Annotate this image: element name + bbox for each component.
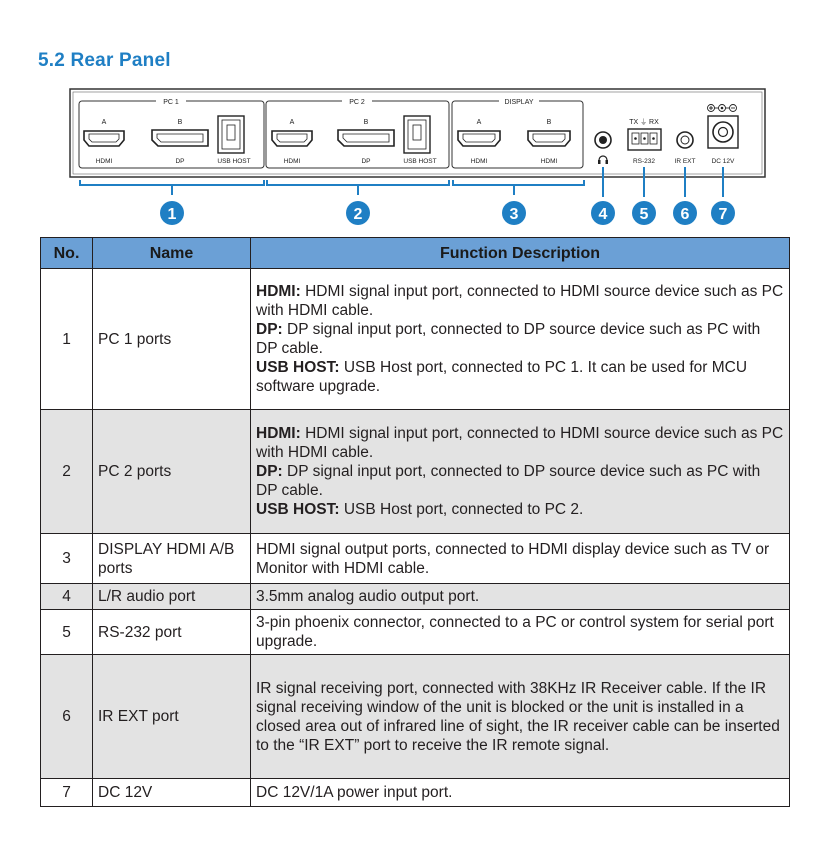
description-segment: [256, 462, 784, 500]
port-name: HDMI: [540, 158, 558, 165]
port-letter-b: B: [363, 119, 369, 126]
port-name-cell: DC 12V: [93, 779, 251, 807]
rs232-pin-label: TX ⏚ RX: [629, 119, 659, 126]
description-segment: [256, 613, 784, 651]
hdmi-port-icon: [528, 131, 570, 146]
group-label-pc2: PC 2: [349, 99, 365, 106]
table-header-row: [41, 238, 790, 269]
group-label-display: DISPLAY: [504, 99, 534, 106]
description-text: HDMI signal output ports, connected to HDMI display device such as TV or Monitor with HDMI cable.: [256, 540, 770, 577]
description-text: 3.5mm analog audio output port.: [256, 588, 480, 605]
description-segment: [256, 282, 784, 320]
description-segment: [256, 358, 784, 396]
row-number: 3: [41, 534, 93, 584]
port-letter-a: A: [289, 119, 295, 126]
row-number: 5: [41, 610, 93, 655]
callout-4: [591, 201, 615, 225]
bracket-1: [80, 180, 264, 195]
port-name-cell: PC 2 ports: [93, 410, 251, 534]
function-description: [251, 610, 790, 655]
rs232-label: RS-232: [632, 158, 656, 165]
port-name: DP: [175, 158, 185, 165]
description-text: DP signal input port, connected to DP source device such as PC with DP cable.: [256, 463, 761, 499]
description-text: USB Host port, connected to PC 2.: [339, 501, 584, 518]
bracket-3: [453, 180, 584, 195]
svg-text:2: 2: [353, 206, 363, 223]
port-name-cell: PC 1 ports: [93, 269, 251, 410]
port-term: HDMI:: [256, 425, 301, 442]
hdmi-port-icon: [84, 131, 124, 146]
port-term: USB HOST:: [256, 501, 340, 518]
port-name-cell: DISPLAY HDMI A/B ports: [93, 534, 251, 584]
function-description: [251, 779, 790, 807]
table-row: [41, 410, 790, 534]
callout-3: [502, 201, 526, 225]
dc-label: DC 12V: [711, 158, 735, 165]
description-segment: [256, 540, 784, 578]
row-number: 6: [41, 655, 93, 779]
description-segment: [256, 320, 784, 358]
svg-text:3: 3: [509, 206, 519, 223]
port-name-cell: RS-232 port: [93, 610, 251, 655]
description-text: HDMI signal input port, connected to HDMI source device such as PC with HDMI cable.: [256, 283, 784, 319]
port-function-table: [40, 237, 790, 807]
description-segment: [256, 783, 784, 802]
ir-ext-label: IR EXT: [674, 158, 696, 165]
function-description: [251, 584, 790, 610]
svg-text:7: 7: [718, 206, 728, 223]
function-description: [251, 655, 790, 779]
table-row: [41, 534, 790, 584]
hdmi-port-icon: [272, 131, 312, 146]
column-header-name: Name: [93, 238, 251, 269]
callout-5: [632, 201, 656, 225]
table-row: [41, 269, 790, 410]
table-row: [41, 779, 790, 807]
function-description: [251, 410, 790, 534]
row-number: 7: [41, 779, 93, 807]
svg-text:1: 1: [167, 206, 177, 223]
port-name: USB HOST: [403, 158, 437, 165]
callout-2: [346, 201, 370, 225]
rear-panel-diagram: [0, 0, 827, 235]
port-letter-a: A: [101, 119, 107, 126]
port-name: HDMI: [283, 158, 301, 165]
table-body: [41, 269, 790, 807]
port-name-cell: L/R audio port: [93, 584, 251, 610]
row-number: 2: [41, 410, 93, 534]
bracket-2: [267, 180, 449, 195]
port-name: USB HOST: [217, 158, 251, 165]
table-row: [41, 584, 790, 610]
port-name-cell: IR EXT port: [93, 655, 251, 779]
port-term: USB HOST:: [256, 359, 340, 376]
description-text: 3-pin phoenix connector, connected to a PC or control system for serial port upgrade.: [256, 614, 774, 650]
port-letter-b: B: [177, 119, 183, 126]
port-name: HDMI: [95, 158, 113, 165]
group-label-pc1: PC 1: [163, 99, 179, 106]
table-row: [41, 655, 790, 779]
table-row: [41, 610, 790, 655]
callout-1: [160, 201, 184, 225]
svg-text:4: 4: [598, 206, 608, 223]
section-title: 5.2 Rear Panel: [38, 50, 171, 71]
description-text: IR signal receiving port, connected with 38KHz IR Receiver cable. If the IR signal receiving window of the unit is blocked or the unit is installed in a closed area out of infrared line of sight, the IR receiver cable can be inserted to the “IR EXT” port to receive the IR remote signal.: [256, 679, 780, 754]
dp-port-icon: [152, 130, 208, 146]
row-number: 1: [41, 269, 93, 410]
description-segment: [256, 424, 784, 462]
row-number: 4: [41, 584, 93, 610]
svg-text:6: 6: [680, 206, 690, 223]
callout-7: [711, 201, 735, 225]
description-segment: [256, 500, 784, 519]
column-header-no: No.: [41, 238, 93, 269]
description-text: HDMI signal input port, connected to HDMI source device such as PC with HDMI cable.: [256, 425, 784, 461]
hdmi-port-icon: [458, 131, 500, 146]
description-segment: [256, 679, 784, 755]
column-header-function: Function Description: [251, 238, 790, 269]
callout-6: [673, 201, 697, 225]
function-description: [251, 269, 790, 410]
function-description: [251, 534, 790, 584]
dp-port-icon: [338, 130, 394, 146]
description-text: DP signal input port, connected to DP source device such as PC with DP cable.: [256, 321, 761, 357]
port-letter-a: A: [476, 119, 482, 126]
description-text: USB Host port, connected to PC 1. It can be used for MCU software upgrade.: [256, 359, 748, 395]
description-text: DC 12V/1A power input port.: [256, 784, 453, 801]
port-term: DP:: [256, 463, 283, 480]
port-term: DP:: [256, 321, 283, 338]
port-letter-b: B: [546, 119, 552, 126]
description-segment: [256, 587, 784, 606]
svg-text:5: 5: [639, 206, 649, 223]
port-name: HDMI: [470, 158, 488, 165]
port-term: HDMI:: [256, 283, 301, 300]
port-name: DP: [361, 158, 371, 165]
